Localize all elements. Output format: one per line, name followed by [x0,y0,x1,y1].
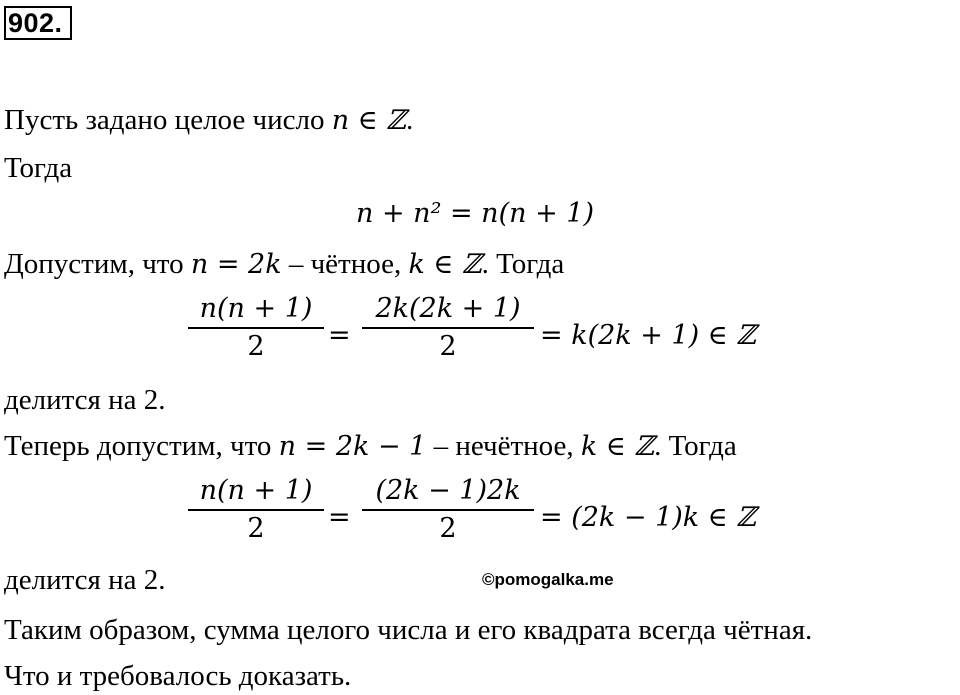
fraction-numerator: (2k − 1)2k [375,475,521,506]
even-case-math: n = 2k [190,249,282,280]
even-case-end: . Тогда [481,248,565,280]
odd-case-end: . Тогда [654,430,737,462]
divisible-line-2: делится на 2. [4,564,166,596]
even-result: = k(2k + 1) ∈ ℤ [540,320,756,351]
even-case-mid: – чётное, [281,248,409,280]
conclusion-line: Таким образом, сумма целого числа и его квадрата всегда чётная. [4,614,813,646]
fraction-even-left [188,292,324,364]
odd-case-line [4,428,737,465]
statement-end: . [405,104,414,136]
equation-sum [356,196,594,232]
fraction-denominator: 2 [439,331,457,362]
statement-line [4,102,413,139]
equals-sign: = [328,320,351,351]
equation-sum-text: n + n² = n(n + 1) [356,198,594,229]
even-case-text: Допустим, что [4,248,191,280]
equals-sign: = [328,502,351,533]
even-case-math-k: k ∈ ℤ [408,249,482,280]
qed-line: Что и требовалось доказать. [4,660,352,692]
fraction-bar [362,509,534,511]
fraction-bar [188,327,324,329]
fraction-odd-right [362,474,534,546]
fraction-even-right [362,292,534,364]
odd-case-math-k: k ∈ ℤ [580,431,655,462]
even-case-line [4,246,564,283]
fraction-numerator: n(n + 1) [199,293,313,324]
watermark: ©pomogalka.me [482,570,614,589]
fraction-numerator: 2k(2k + 1) [375,293,521,324]
fraction-bar [362,327,534,329]
then-line: Тогда [4,152,73,184]
fraction-odd-left [188,474,324,546]
statement-text: Пусть задано целое число [4,104,332,136]
odd-case-mid: – нечётное, [426,430,581,462]
odd-case-text: Теперь допустим, что [4,430,279,462]
task-number: 902. [4,6,72,40]
fraction-denominator: 2 [247,513,265,544]
fraction-numerator: n(n + 1) [199,475,313,506]
fraction-denominator: 2 [439,513,457,544]
fraction-bar [188,509,324,511]
statement-math: n ∈ ℤ [331,105,406,136]
odd-result: = (2k − 1)k ∈ ℤ [540,502,756,533]
divisible-line-1: делится на 2. [4,384,166,416]
fraction-denominator: 2 [247,331,265,362]
odd-case-math: n = 2k − 1 [278,431,427,462]
